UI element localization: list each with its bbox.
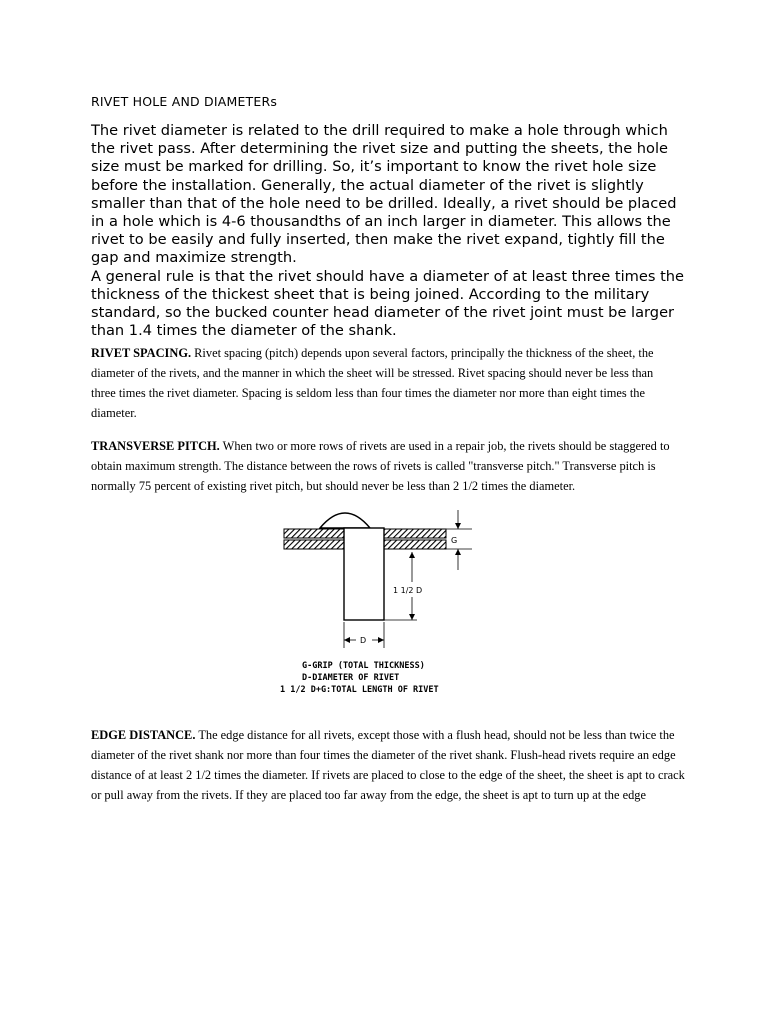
edge-distance-title: EDGE DISTANCE.: [91, 728, 196, 742]
intro-paragraph-1: The rivet diameter is related to the drill required to make a hole through which the rivet pass. After determining the rivet size and putting the sheets, the hole size must be marked for drilling. So, it’s important to know the rivet hole size before the installation. Generally, the actual diameter of the rivet is slightly smaller than that of the hole need to be drilled. Ideally, a rivet should be placed in a hole which is 4-6 thousandths of an inch larger in diameter. This allows the rivet to be easily and fully inserted, then make the rivet expand, tightly fill the gap and maximize strength.: [91, 122, 677, 267]
label-g: G: [451, 536, 458, 545]
rivet-shank-shape: [344, 528, 384, 620]
rivet-head-shape: [320, 513, 370, 528]
caption-total-length: 1 1/2 D+G:TOTAL LENGTH OF RIVET: [280, 685, 439, 695]
sheet-bottom-left: [284, 540, 344, 549]
caption-diameter: D-DIAMETER OF RIVET: [302, 673, 400, 683]
edge-distance-body: The edge distance for all rivets, except those with a flush head, should not be less than twice the diameter of the rivet shank nor more than four times the diameter of the rivet shank. Flush-head rivets require an edge distance of at least 2 1/2 times the diameter. If rivets are placed to close to the edge of the sheet, the sheet is apt to crack or pull away from the rivets. If they are placed too far away from the edge, the sheet is apt to turn up at the edge: [91, 728, 685, 802]
transverse-pitch-body: When two or more rows of rivets are used in a repair job, the rivets should be staggered to obtain maximum strength. The distance between the rows of rivets is called "transverse pitch." Transverse pitch is normally 75 percent of existing rivet pitch, but should never be less than 2 1/2 times the diameter.: [91, 439, 670, 493]
rivet-diagram: [272, 500, 482, 700]
sheet-bottom-right: [384, 540, 446, 549]
rivet-spacing-title: RIVET SPACING.: [91, 346, 192, 360]
rivet-spacing-body: Rivet spacing (pitch) depends upon several factors, principally the thickness of the sheet, the diameter of the rivets, and the manner in which the sheet will be stressed. Rivet spacing should never be less than three times the rivet diameter. Spacing is seldom less than four times the diameter nor more than eight times the diameter.: [91, 346, 654, 420]
label-length: 1 1/2 D: [393, 586, 423, 595]
rivet-spacing-section: [91, 343, 681, 423]
transverse-pitch-title: TRANSVERSE PITCH.: [91, 439, 220, 453]
label-d: D: [360, 636, 367, 645]
edge-distance-section: [91, 725, 686, 805]
intro-section: [91, 122, 691, 340]
caption-grip: G-GRIP (TOTAL THICKNESS): [302, 661, 425, 671]
rivet-diagram-svg: [272, 500, 482, 700]
intro-paragraph-2: A general rule is that the rivet should have a diameter of at least three times the thickness of the thickest sheet that is being joined. According to the military standard, so the bucked counter head diameter of the rivet joint must be larger than 1.4 times the diameter of the shank.: [91, 267, 685, 340]
sheet-top-right: [384, 529, 446, 538]
transverse-pitch-section: [91, 436, 681, 496]
sheet-top-left: [284, 529, 344, 538]
page-title: RIVET HOLE AND DIAMETERs: [91, 94, 278, 109]
